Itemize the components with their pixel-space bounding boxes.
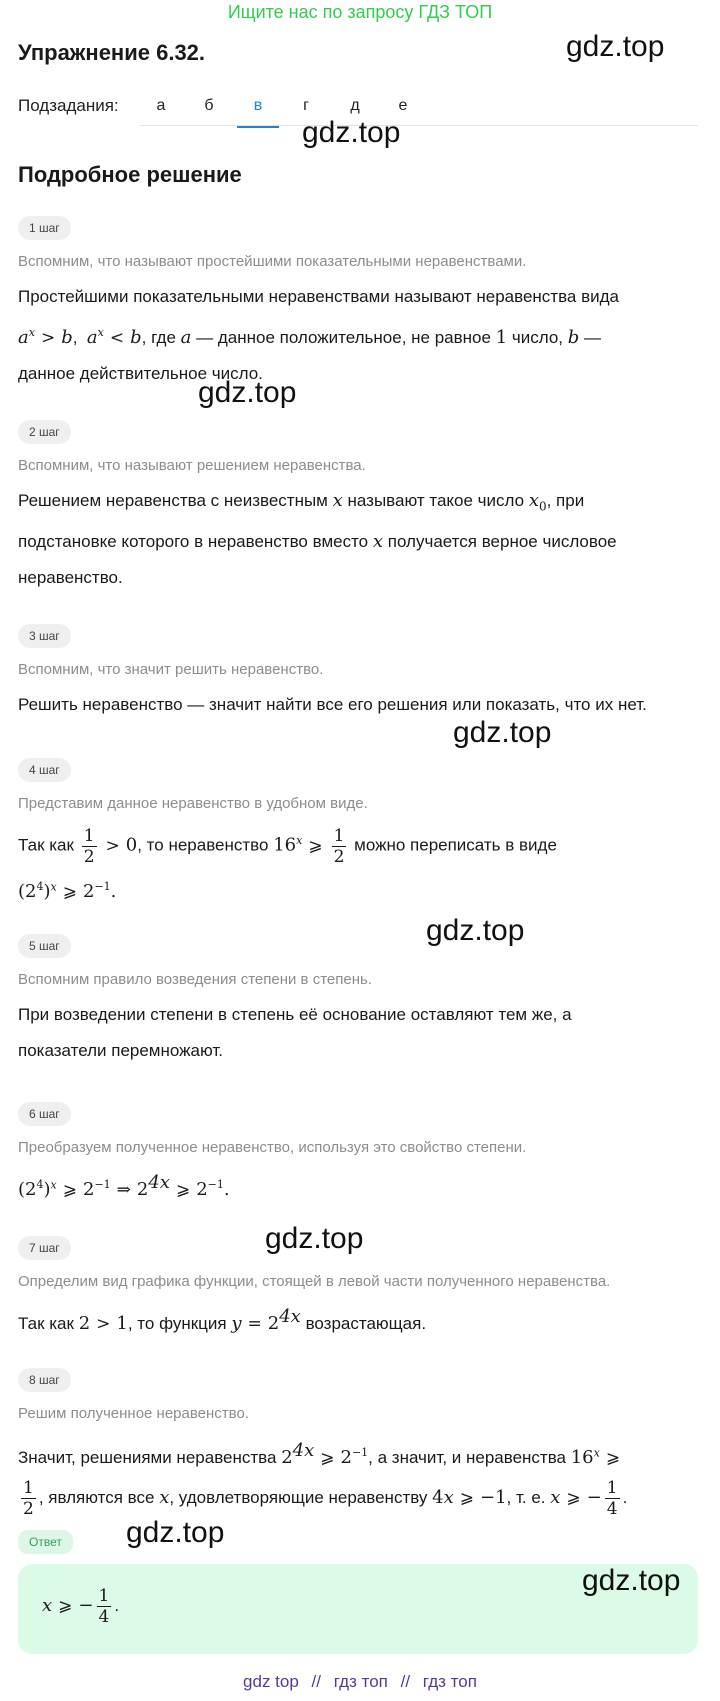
step-hint: Вспомним, что значит решить неравенство. [18, 661, 324, 678]
step-text: Решить неравенство — значит найти все его решения или показать, что их нет. [18, 695, 647, 714]
subtask-a[interactable]: а [156, 97, 166, 114]
answer-formula: x ⩾ − $\frac{1}{4}$ . [42, 1586, 120, 1627]
step-text: Решением неравенства с неизвестным x называют такое число $x_0$, при подстановке которого в неравенство вместо x получается верное числовое неравенство. [18, 490, 617, 588]
footer-link[interactable]: гдз топ [422, 1672, 477, 1691]
step-label: 5 шаг [18, 934, 71, 958]
subtask-e[interactable]: е [398, 97, 408, 114]
step-8 [18, 1368, 702, 1519]
watermark: gdz.top [198, 376, 297, 409]
page-title: Упражнение 6.32. [18, 40, 206, 65]
footer-separator: // [400, 1672, 411, 1691]
step-label: 2 шаг [18, 420, 71, 444]
footer-links [0, 1672, 720, 1692]
step-label: 6 шаг [18, 1102, 71, 1126]
step-hint: Определим вид графика функции, стоящей в левой части полученного неравенства. [18, 1273, 611, 1290]
step-text: Значит, решениями неравенства $2^{4x}$ ⩾ $2^{-1}$, а значит, и неравенства 16$^x$ ⩾ $\frac{1}{2}$ , являются все x, удовлетворяющие неравенству 4x ⩾ −1, т. е. x ⩾ − $\frac{1}{4}$ . [18, 1440, 628, 1520]
watermark: gdz.top [426, 914, 525, 947]
step-label: 3 шаг [18, 624, 71, 648]
footer-link[interactable]: gdz top [243, 1672, 299, 1691]
watermark: gdz.top [453, 716, 552, 749]
step-text: Так как $\frac{1}{2}$ > 0, то неравенство 16$^x$ ⩾ $\frac{1}{2}$ можно переписать в виде $(2^4)^x$ ⩾ $2^{-1}$. [18, 825, 557, 902]
answer-label: Ответ [18, 1530, 73, 1554]
step-label: 8 шаг [18, 1368, 71, 1392]
step-text: $(2^4)^x$ ⩾ $2^{-1}$ ⇒ $2^{4x}$ ⩾ $2^{-1}$. [18, 1172, 230, 1200]
answer-box [18, 1564, 698, 1654]
step-hint: Представим данное неравенство в удобном виде. [18, 795, 368, 812]
watermark: gdz.top [302, 116, 401, 149]
subtask-g[interactable]: г [303, 97, 309, 114]
step-4 [18, 758, 702, 912]
step-label: 4 шаг [18, 758, 71, 782]
step-2 [18, 420, 702, 596]
subtask-b[interactable]: б [204, 97, 214, 114]
step-5 [18, 934, 702, 1069]
step-label: 1 шаг [18, 216, 71, 240]
step-hint: Вспомним, что называют простейшими показательными неравенствами. [18, 253, 527, 270]
step-6 [18, 1102, 702, 1208]
subtasks-label: Подзадания: [18, 96, 119, 115]
watermark: gdz.top [265, 1222, 364, 1255]
subtask-v[interactable]: в [237, 94, 279, 128]
step-hint: Вспомним правило возведения степени в степень. [18, 971, 372, 988]
step-hint: Вспомним, что называют решением неравенства. [18, 457, 366, 474]
watermark: gdz.top [126, 1516, 225, 1549]
step-1 [18, 216, 702, 392]
watermark: gdz.top [582, 1564, 681, 1597]
step-hint: Решим полученное неравенство. [18, 1405, 249, 1422]
footer-separator: // [311, 1672, 321, 1691]
top-banner[interactable]: Ищите нас по запросу ГДЗ ТОП [227, 2, 493, 22]
section-title: Подробное решение [18, 162, 242, 187]
step-text: Простейшими показательными неравенствами называют неравенства вида $a^x > b$, $a^x < b$, где a — данное положительное, не равное 1 число, b — данное действительное число. [18, 287, 620, 383]
step-label: 7 шаг [18, 1236, 71, 1260]
step-hint: Преобразуем полученное неравенство, используя это свойство степени. [18, 1139, 527, 1156]
step-text: Так как 2 > 1, то функция $y = 2^{4x}$ возрастающая. [18, 1306, 427, 1334]
footer-link[interactable]: гдз топ [333, 1672, 388, 1691]
step-7 [18, 1236, 702, 1342]
subtask-d[interactable]: д [350, 97, 360, 114]
step-3 [18, 624, 702, 723]
watermark: gdz.top [566, 30, 665, 63]
step-text: При возведении степени в степень её основание оставляют тем же, а показатели перемножают. [18, 1005, 572, 1060]
